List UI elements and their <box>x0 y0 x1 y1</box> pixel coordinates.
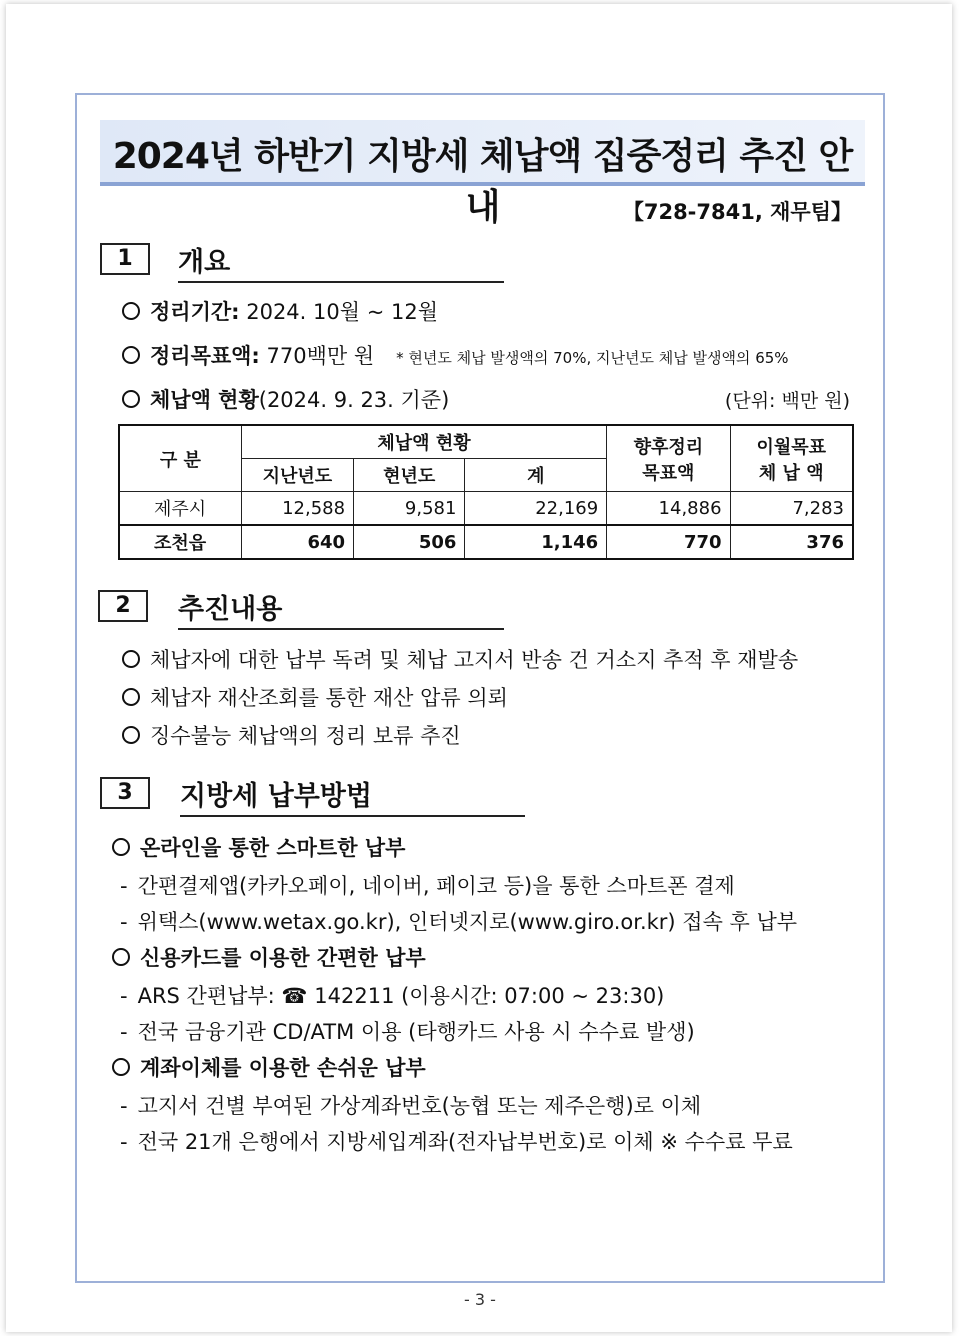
circle-bullet-icon <box>122 390 140 408</box>
payment-line: - 고지서 건별 부여된 가상계좌번호(농협 또는 제주은행)로 이체 <box>120 1094 702 1118</box>
payment-group-heading: 계좌이체를 이용한 손쉬운 납부 <box>112 1052 426 1082</box>
action-item <box>122 682 508 712</box>
row-name: 조천읍 <box>119 525 241 559</box>
circle-bullet-icon <box>122 726 140 744</box>
circle-bullet-icon <box>112 948 130 966</box>
section-1-title: 개요 <box>178 240 504 283</box>
section-3-number: 3 <box>100 777 150 809</box>
item-label: 체납액 현황 <box>150 388 259 412</box>
item-label: 정리목표액: <box>150 344 260 368</box>
cell-total: 1,146 <box>465 525 607 559</box>
cell-prev: 640 <box>241 525 353 559</box>
header-prev-year: 지난년도 <box>241 459 353 492</box>
cell-target: 14,886 <box>607 492 730 526</box>
cell-total: 22,169 <box>465 492 607 526</box>
action-item <box>122 644 798 674</box>
section-3-title: 지방세 납부방법 <box>180 774 525 817</box>
item-text: 징수불능 체납액의 정리 보류 추진 <box>150 724 461 748</box>
payment-line: - 전국 21개 은행에서 지방세입계좌(전자납부번호)로 이체 ※ 수수료 무료 <box>120 1130 793 1154</box>
overview-item-target <box>122 340 789 370</box>
item-value: 770백만 원 <box>259 344 375 368</box>
contact-info: 【728-7841, 재무팀】 <box>622 200 852 224</box>
header-category: 구 분 <box>119 425 241 492</box>
payment-group-heading: 신용카드를 이용한 간편한 납부 <box>112 942 426 972</box>
header-total: 계 <box>465 459 607 492</box>
circle-bullet-icon <box>122 650 140 668</box>
cell-curr: 9,581 <box>354 492 465 526</box>
page-number: - 3 - <box>464 1290 496 1309</box>
item-text: 체납자 재산조회를 통한 재산 압류 의뢰 <box>150 686 508 710</box>
arrears-status-table <box>118 424 854 560</box>
cell-prev: 12,588 <box>241 492 353 526</box>
overview-item-status <box>122 384 449 414</box>
unit-label: (단위: 백만 원) <box>724 390 850 412</box>
circle-bullet-icon <box>122 688 140 706</box>
item-value: 2024. 10월 ~ 12월 <box>239 300 438 324</box>
circle-bullet-icon <box>112 1058 130 1076</box>
header-curr-year: 현년도 <box>354 459 465 492</box>
action-item <box>122 720 461 750</box>
section-1-number: 1 <box>100 243 150 275</box>
overview-item-period <box>122 296 438 326</box>
cell-carry: 7,283 <box>730 492 853 526</box>
payment-line: - 위택스(www.wetax.go.kr), 인터넷지로(www.giro.or.kr) 접속 후 납부 <box>120 910 798 934</box>
circle-bullet-icon <box>112 838 130 856</box>
row-name: 제주시 <box>119 492 241 526</box>
payment-line: - 전국 금융기관 CD/ATM 이용 (타행카드 사용 시 수수료 발생) <box>120 1020 695 1044</box>
item-label: 정리기간: <box>150 300 240 324</box>
document-title: 2024년 하반기 지방세 체납액 집중정리 추진 안내 <box>112 136 853 228</box>
section-2-title: 추진내용 <box>178 587 504 630</box>
table-row <box>119 492 853 526</box>
circle-bullet-icon <box>122 302 140 320</box>
item-note: * 현년도 체납 발생액의 70%, 지난년도 체납 발생액의 65% <box>396 349 789 367</box>
cell-target: 770 <box>607 525 730 559</box>
table-row <box>119 525 853 559</box>
cell-curr: 506 <box>354 525 465 559</box>
section-2-number: 2 <box>98 590 148 622</box>
header-target: 향후정리 목표액 <box>607 425 730 492</box>
header-carryover: 이월목표 체 납 액 <box>730 425 853 492</box>
item-text: 체납자에 대한 납부 독려 및 체납 고지서 반송 건 거소지 추적 후 재발송 <box>150 648 799 672</box>
payment-line: - 간편결제앱(카카오페이, 네이버, 페이코 등)을 통한 스마트폰 결제 <box>120 874 735 898</box>
item-value: (2024. 9. 23. 기준) <box>258 388 450 412</box>
payment-group-heading: 온라인을 통한 스마트한 납부 <box>112 832 405 862</box>
header-status: 체납액 현황 <box>241 425 606 459</box>
cell-carry: 376 <box>730 525 853 559</box>
payment-line: - ARS 간편납부: ☎ 142211 (이용시간: 07:00 ~ 23:30) <box>120 984 665 1008</box>
circle-bullet-icon <box>122 346 140 364</box>
